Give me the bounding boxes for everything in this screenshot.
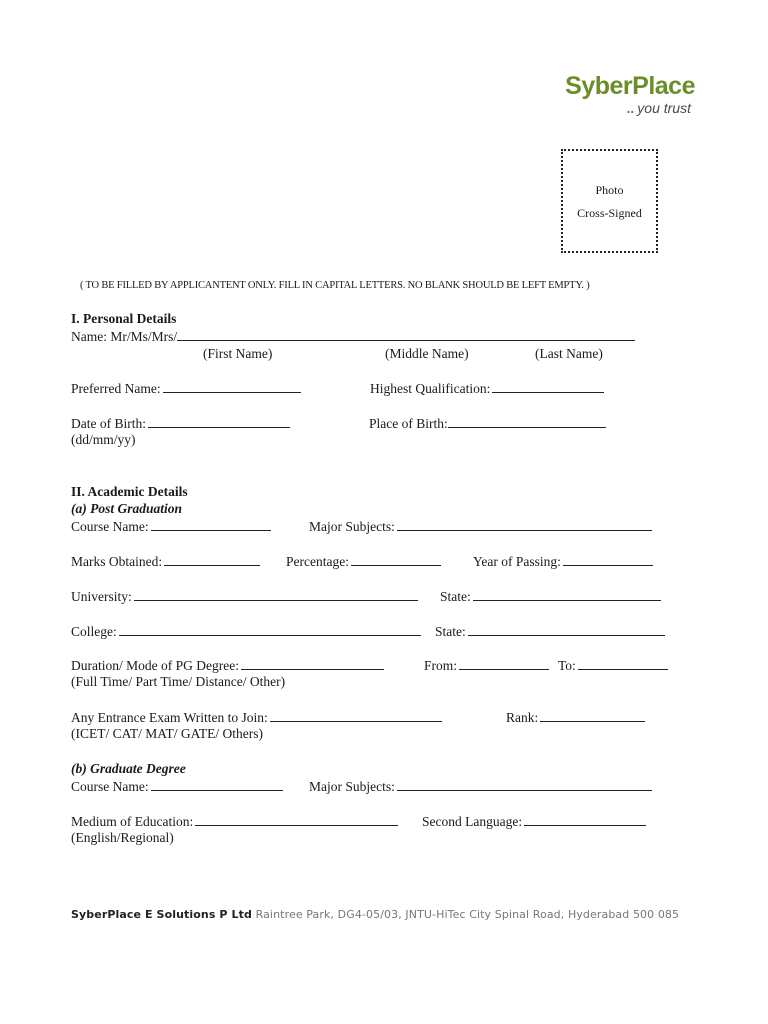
grad-major-row — [309, 778, 652, 795]
pg-year-of-passing-field[interactable] — [563, 553, 653, 566]
grad-second-language-label: Second Language: — [422, 814, 523, 829]
pg-university-field[interactable] — [134, 588, 418, 601]
grad-major-subjects-field[interactable] — [397, 778, 652, 791]
post-graduation-heading: (a) Post Graduation — [71, 501, 183, 516]
pg-entrance-field[interactable] — [270, 709, 442, 722]
logo-tagline: you trust — [637, 100, 691, 116]
pg-major-subjects-field[interactable] — [397, 518, 652, 531]
preferred-name-row — [71, 380, 301, 397]
pg-percentage-row — [286, 553, 441, 570]
grad-second-language-field[interactable] — [524, 813, 646, 826]
photo-sublabel: Cross-Signed — [577, 206, 642, 220]
academic-details-heading: II. Academic Details — [71, 484, 188, 499]
place-of-birth-field[interactable] — [448, 415, 606, 428]
pg-percentage-field[interactable] — [351, 553, 441, 566]
preferred-name-label: Preferred Name: — [71, 381, 161, 396]
highest-qualification-row — [370, 380, 604, 397]
pg-state-label-1: State: — [440, 589, 471, 604]
name-field[interactable] — [177, 328, 635, 341]
pg-marks-obtained-label: Marks Obtained: — [71, 554, 163, 569]
preferred-name-field[interactable] — [163, 380, 301, 393]
grad-second-language-row — [422, 813, 646, 830]
logo-name: SyberPlace — [565, 72, 695, 100]
place-of-birth-label: Place of Birth: — [369, 416, 448, 431]
pg-marks-obtained-field[interactable] — [164, 553, 260, 566]
dob-row — [71, 415, 290, 432]
grad-medium-options-hint: (English/Regional) — [71, 830, 174, 845]
pg-state-label-2: State: — [435, 624, 466, 639]
photo-box[interactable] — [561, 149, 658, 253]
logo-dots: .. — [626, 100, 635, 116]
pg-year-of-passing-label: Year of Passing: — [473, 554, 561, 569]
pg-course-name-field[interactable] — [151, 518, 271, 531]
highest-qualification-label: Highest Qualification: — [370, 381, 491, 396]
pg-duration-label: Duration/ Mode of PG Degree: — [71, 658, 239, 673]
pg-from-label: From: — [424, 658, 458, 673]
name-row — [71, 328, 635, 345]
pg-course-name-label: Course Name: — [71, 519, 149, 534]
pg-state-row-1 — [440, 588, 661, 605]
pg-to-row — [558, 657, 668, 674]
dob-format-hint: (dd/mm/yy) — [71, 432, 136, 447]
dob-field[interactable] — [148, 415, 290, 428]
footer-company: SyberPlace E Solutions P Ltd — [71, 908, 252, 921]
grad-medium-row — [71, 813, 398, 830]
pg-college-label: College: — [71, 624, 117, 639]
place-of-birth-row — [369, 415, 606, 432]
form-instruction: ( TO BE FILLED BY APPLICANTENT ONLY. FILL IN CAPITAL LETTERS. NO BLANK SHOULD BE LEFT EMPTY. ) — [80, 280, 590, 291]
pg-year-row — [473, 553, 653, 570]
footer-address: Raintree Park, DG4-05/03, JNTU-HiTec City Spinal Road, Hyderabad 500 085 — [255, 908, 680, 921]
name-label: Name: Mr/Ms/Mrs/ — [71, 329, 178, 344]
pg-entrance-label: Any Entrance Exam Written to Join: — [71, 710, 268, 725]
dob-label: Date of Birth: — [71, 416, 146, 431]
pg-mode-options-hint: (Full Time/ Part Time/ Distance/ Other) — [71, 674, 286, 689]
pg-duration-field[interactable] — [241, 657, 384, 670]
graduate-degree-heading: (b) Graduate Degree — [71, 761, 186, 776]
pg-from-row — [424, 657, 549, 674]
pg-duration-row — [71, 657, 384, 674]
grad-course-name-field[interactable] — [151, 778, 283, 791]
pg-to-label: To: — [558, 658, 576, 673]
first-name-caption: (First Name) — [203, 346, 273, 361]
pg-rank-field[interactable] — [540, 709, 645, 722]
pg-entrance-row — [71, 709, 442, 726]
middle-name-caption: (Middle Name) — [385, 346, 469, 361]
pg-state-field-2[interactable] — [468, 623, 665, 636]
pg-university-label: University: — [71, 589, 132, 604]
pg-to-field[interactable] — [578, 657, 668, 670]
grad-major-subjects-label: Major Subjects: — [309, 779, 395, 794]
company-logo — [560, 72, 695, 116]
pg-entrance-options-hint: (ICET/ CAT/ MAT/ GATE/ Others) — [71, 726, 263, 741]
pg-state-row-2 — [435, 623, 665, 640]
grad-medium-field[interactable] — [195, 813, 398, 826]
highest-qualification-field[interactable] — [492, 380, 604, 393]
pg-rank-row — [506, 709, 645, 726]
pg-state-field-1[interactable] — [473, 588, 661, 601]
photo-label: Photo — [595, 183, 624, 197]
pg-marks-row — [71, 553, 260, 570]
last-name-caption: (Last Name) — [535, 346, 603, 361]
pg-from-field[interactable] — [459, 657, 549, 670]
grad-medium-label: Medium of Education: — [71, 814, 194, 829]
pg-college-row — [71, 623, 421, 640]
pg-percentage-label: Percentage: — [286, 554, 349, 569]
pg-rank-label: Rank: — [506, 710, 539, 725]
personal-details-heading: I. Personal Details — [71, 311, 177, 326]
pg-course-row — [71, 518, 271, 535]
pg-major-subjects-label: Major Subjects: — [309, 519, 395, 534]
page-footer — [71, 908, 679, 921]
pg-university-row — [71, 588, 418, 605]
grad-course-name-label: Course Name: — [71, 779, 149, 794]
grad-course-row — [71, 778, 283, 795]
pg-major-row — [309, 518, 652, 535]
pg-college-field[interactable] — [119, 623, 421, 636]
